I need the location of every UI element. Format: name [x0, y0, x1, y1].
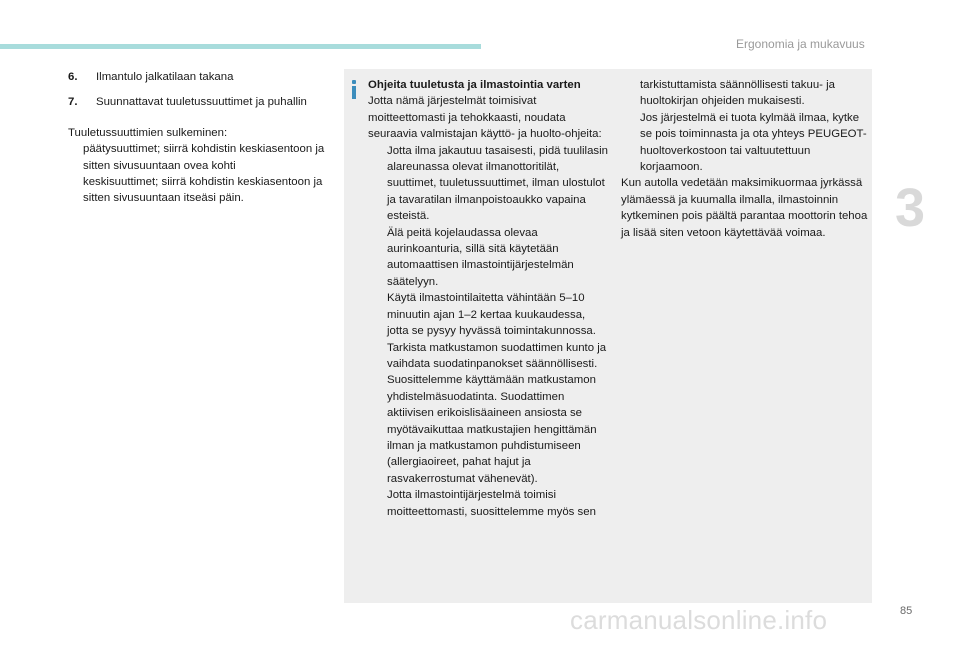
numbered-item — [68, 94, 330, 110]
watermark: carmanualsonline.info — [570, 605, 828, 635]
bullet-icon — [368, 487, 383, 520]
list-item — [68, 141, 330, 174]
item-text: Suunnattavat tuuletussuuttimet ja puhallin — [96, 96, 307, 109]
item-number: 6. — [68, 71, 78, 83]
list-item — [368, 487, 608, 520]
bullet-icon — [68, 174, 83, 207]
numbered-item — [68, 69, 330, 85]
list-item-text: Älä peitä kojelaudassa olevaa aurinkoanturia, sillä sitä käytetään automaattisen ilmastointijärjestelmän säätelyyn. — [387, 226, 574, 288]
bullet-icon — [368, 340, 383, 488]
list-item-text: Tarkista matkustamon suodattimen kunto ja vaihdata suodatinpanokset säännöllisesti. Suosittelemme käyttämään matkustamon yhdistelmäsuodatinta. Suodattimen aktiivisen erikoislisäaineen ansiosta se myötävaikuttaa matkustajien hengittämän ilman ja matkustamon puhdistumiseen (allergiaoireet, pahat hajut ja rasvakerrostumat vähenevät). — [387, 341, 607, 485]
bullet-icon — [621, 110, 636, 176]
list-item-text: Jotta ilma jakautuu tasaisesti, pidä tuulilasin alareunassa olevat ilmanottoritilät, suuttimet, tuuletussuuttimet, ilman ulostulot ja tavaratilan ilmanpoistoaukko vapaina esteistä. — [387, 144, 608, 223]
vent-closing-instructions — [68, 125, 330, 207]
list-item-continuation — [621, 77, 871, 110]
list-item — [368, 225, 608, 291]
header-accent-bar — [0, 44, 481, 49]
chapter-number: 3 — [895, 178, 926, 238]
list-item-text: päätysuuttimet; siirrä kohdistin keskiasentoon ja sitten sivusuuntaan ovea kohti — [83, 143, 325, 172]
info-closing-paragraph: Kun autolla vedetään maksimikuormaa jyrkässä ylämäessä ja kuumalla ilmalla, ilmastoinnin kytkeminen pois päältä parantaa moottorin tehoa ja lisää siten vetoon käytettävää voimaa. — [621, 177, 868, 239]
list-item-text: Jos järjestelmä ei tuota kylmää ilmaa, kytke se pois toiminnasta ja ota yhteys PEUGEOT-huoltoverkostoon tai valtuutettuun korjaamoon. — [640, 111, 867, 174]
list-item — [368, 340, 608, 488]
bullet-icon — [368, 143, 383, 225]
list-item — [368, 290, 608, 339]
info-column-2 — [621, 77, 871, 241]
left-column — [68, 69, 330, 207]
list-item — [621, 110, 871, 176]
instructions-title: Tuuletussuuttimien sulkeminen: — [68, 126, 228, 139]
item-text: Ilmantulo jalkatilaan takana — [96, 71, 234, 83]
info-title: Ohjeita tuuletusta ja ilmastointia varten — [368, 79, 581, 91]
list-item-text: Jotta ilmastointijärjestelmä toimisi moitteettomasti, suosittelemme myös sen — [387, 489, 596, 518]
bullet-icon — [68, 141, 83, 174]
info-column-1 — [368, 77, 608, 520]
info-icon — [351, 80, 358, 99]
section-title: Ergonomia ja mukavuus — [736, 37, 865, 51]
list-item — [368, 143, 608, 225]
bullet-icon — [368, 290, 383, 339]
bullet-icon — [368, 225, 383, 291]
list-item-text: tarkistuttamista säännöllisesti takuu- ja huoltokirjan ohjeiden mukaisesti. — [640, 79, 835, 108]
list-item — [68, 174, 330, 207]
page-number: 85 — [900, 605, 913, 617]
info-intro: Jotta nämä järjestelmät toimisivat moitteettomasti ja tehokkaasti, noudata seuraavia valmistajan käyttö- ja huolto-ohjeita: — [368, 95, 602, 141]
list-item-text: Käytä ilmastointilaitetta vähintään 5–10 minuutin ajan 1–2 kertaa kuukaudessa, jotta se pysyy hyvässä toimintakunnossa. — [387, 292, 596, 338]
item-number: 7. — [68, 96, 78, 109]
list-item-text: keskisuuttimet; siirrä kohdistin keskiasentoon ja sitten sivusuuntaan itseäsi päin. — [83, 176, 323, 205]
